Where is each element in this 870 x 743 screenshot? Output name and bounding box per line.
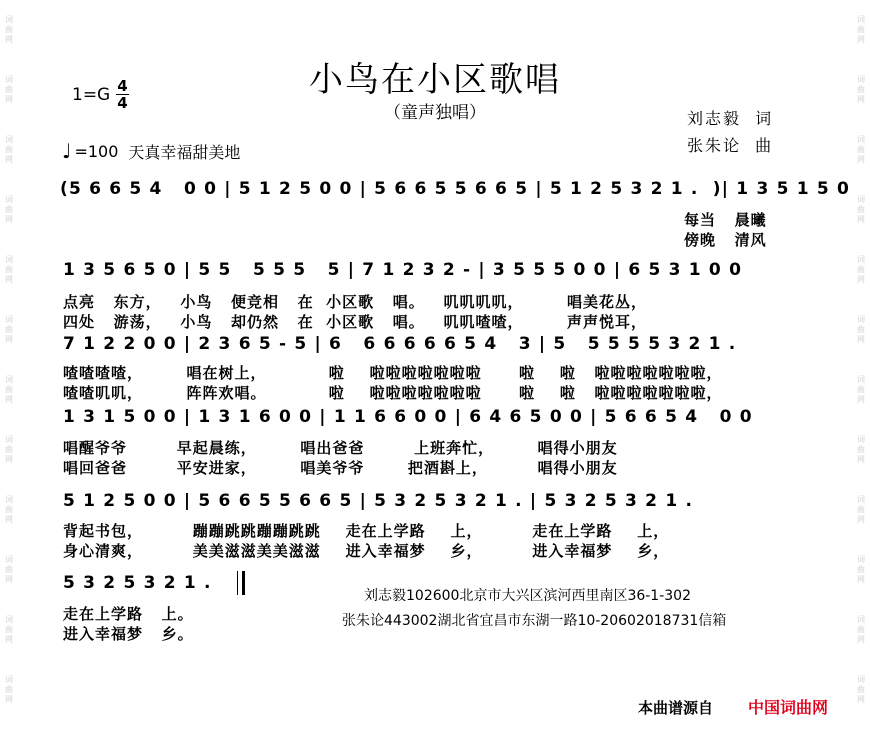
song-subtitle: （童声独唱） xyxy=(384,103,486,123)
quarter-note-icon: ♩ xyxy=(62,139,72,163)
lyric-row-6-verse-1: 走在上学路 上。 xyxy=(63,605,194,623)
lyric-row-3-verse-2: 喳喳叽叽， 阵阵欢唱。 啦 啦啦啦啦啦啦啦 啦 啦 啦啦啦啦啦啦啦， xyxy=(63,384,723,402)
lyric-row-1-verse-2: 傍晚 清风 xyxy=(684,231,767,249)
notation-row-2: 1 3 5 6 5 0 | 5 5 5 5 5 5 | 7 1 2 3 2 - | 3 5 5 5 0 0 | 6 5 3 1 0 0 xyxy=(63,260,743,280)
key-signature xyxy=(72,78,129,111)
time-signature xyxy=(116,78,128,111)
right-watermark: 词 曲 网 词 曲 网 词 曲 网 词 曲 网 词 曲 网 词 曲 网 词 曲 网 词 曲 网 词 曲 网 词 曲 网 词 曲 网 词 曲 网 xyxy=(857,15,865,704)
notation-row-6: 5 3 2 5 3 2 1 . xyxy=(63,573,212,593)
lyric-row-4-verse-2: 唱回爸爸 平安进家， 唱美爷爷 把酒斟上， 唱得小朋友 xyxy=(63,459,618,477)
tempo-marking xyxy=(62,139,240,163)
lyric-row-5-verse-1: 背起书包， 蹦蹦跳跳蹦蹦跳跳 走在上学路 上， 走在上学路 上， xyxy=(63,522,670,540)
lyricist-address: 刘志毅102600北京市大兴区滨河西里南区36-1-302 xyxy=(364,588,691,604)
lyric-row-2-verse-1: 点亮 东方， 小鸟 便竞相 在 小区歌 唱。 叽叽叽叽， 唱美花丛， xyxy=(63,293,648,311)
left-watermark: 词 曲 网 词 曲 网 词 曲 网 词 曲 网 词 曲 网 词 曲 网 词 曲 网 词 曲 网 词 曲 网 词 曲 网 词 曲 网 词 曲 网 xyxy=(5,15,13,704)
final-barline-thick xyxy=(242,571,245,595)
notation-row-3: 7 1 2 2 0 0 | 2 3 6 5 - 5 | 6 6 6 6 6 6 5 4 3 | 5 5 5 5 5 3 2 1 . xyxy=(63,334,737,354)
tempo-mood: 天真幸福甜美地 xyxy=(128,142,241,162)
lyric-row-1-verse-1: 每当 晨曦 xyxy=(684,211,767,229)
time-numerator: 4 xyxy=(117,77,128,95)
notation-row-4: 1 3 1 5 0 0 | 1 3 1 6 0 0 | 1 1 6 6 0 0 | 6 4 6 5 0 0 | 5 6 6 5 4 0 0 xyxy=(63,407,753,427)
lyric-row-5-verse-2: 身心清爽， 美美滋滋美美滋滋 进入幸福梦 乡， 进入幸福梦 乡， xyxy=(63,542,670,560)
lyric-row-6-verse-2: 进入幸福梦 乡。 xyxy=(63,625,194,643)
notation-row-5: 5 1 2 5 0 0 | 5 6 6 5 5 6 6 5 | 5 3 2 5 3 2 1 . | 5 3 2 5 3 2 1 . xyxy=(63,491,694,511)
song-title: 小鸟在小区歌唱 xyxy=(309,60,561,100)
lyric-row-3-verse-1: 喳喳喳喳， 唱在树上， 啦 啦啦啦啦啦啦啦 啦 啦 啦啦啦啦啦啦啦， xyxy=(63,364,723,382)
source-label: 本曲谱源自 xyxy=(638,699,714,717)
composer-address: 张朱论443002湖北省宜昌市东湖一路10-20602018731信箱 xyxy=(342,613,727,629)
key-label: 1=G xyxy=(72,84,111,105)
composer-credit: 张朱论 曲 xyxy=(687,136,774,155)
lyricist-credit: 刘志毅 词 xyxy=(687,109,774,128)
lyric-row-4-verse-1: 唱醒爷爷 早起晨练， 唱出爸爸 上班奔忙， 唱得小朋友 xyxy=(63,439,618,457)
final-barline-thin xyxy=(237,571,238,595)
tempo-value: =100 xyxy=(74,141,119,161)
lyric-row-2-verse-2: 四处 游荡， 小鸟 却仍然 在 小区歌 唱。 叽叽喳喳， 声声悦耳， xyxy=(63,313,648,331)
source-site-link[interactable]: 中国词曲网 xyxy=(748,698,829,717)
time-denominator: 4 xyxy=(117,94,128,112)
notation-row-1: (5 6 6 5 4 0 0 | 5 1 2 5 0 0 | 5 6 6 5 5 6 6 5 | 5 1 2 5 3 2 1 . )| 1 3 5 1 5 0 xyxy=(60,179,851,199)
